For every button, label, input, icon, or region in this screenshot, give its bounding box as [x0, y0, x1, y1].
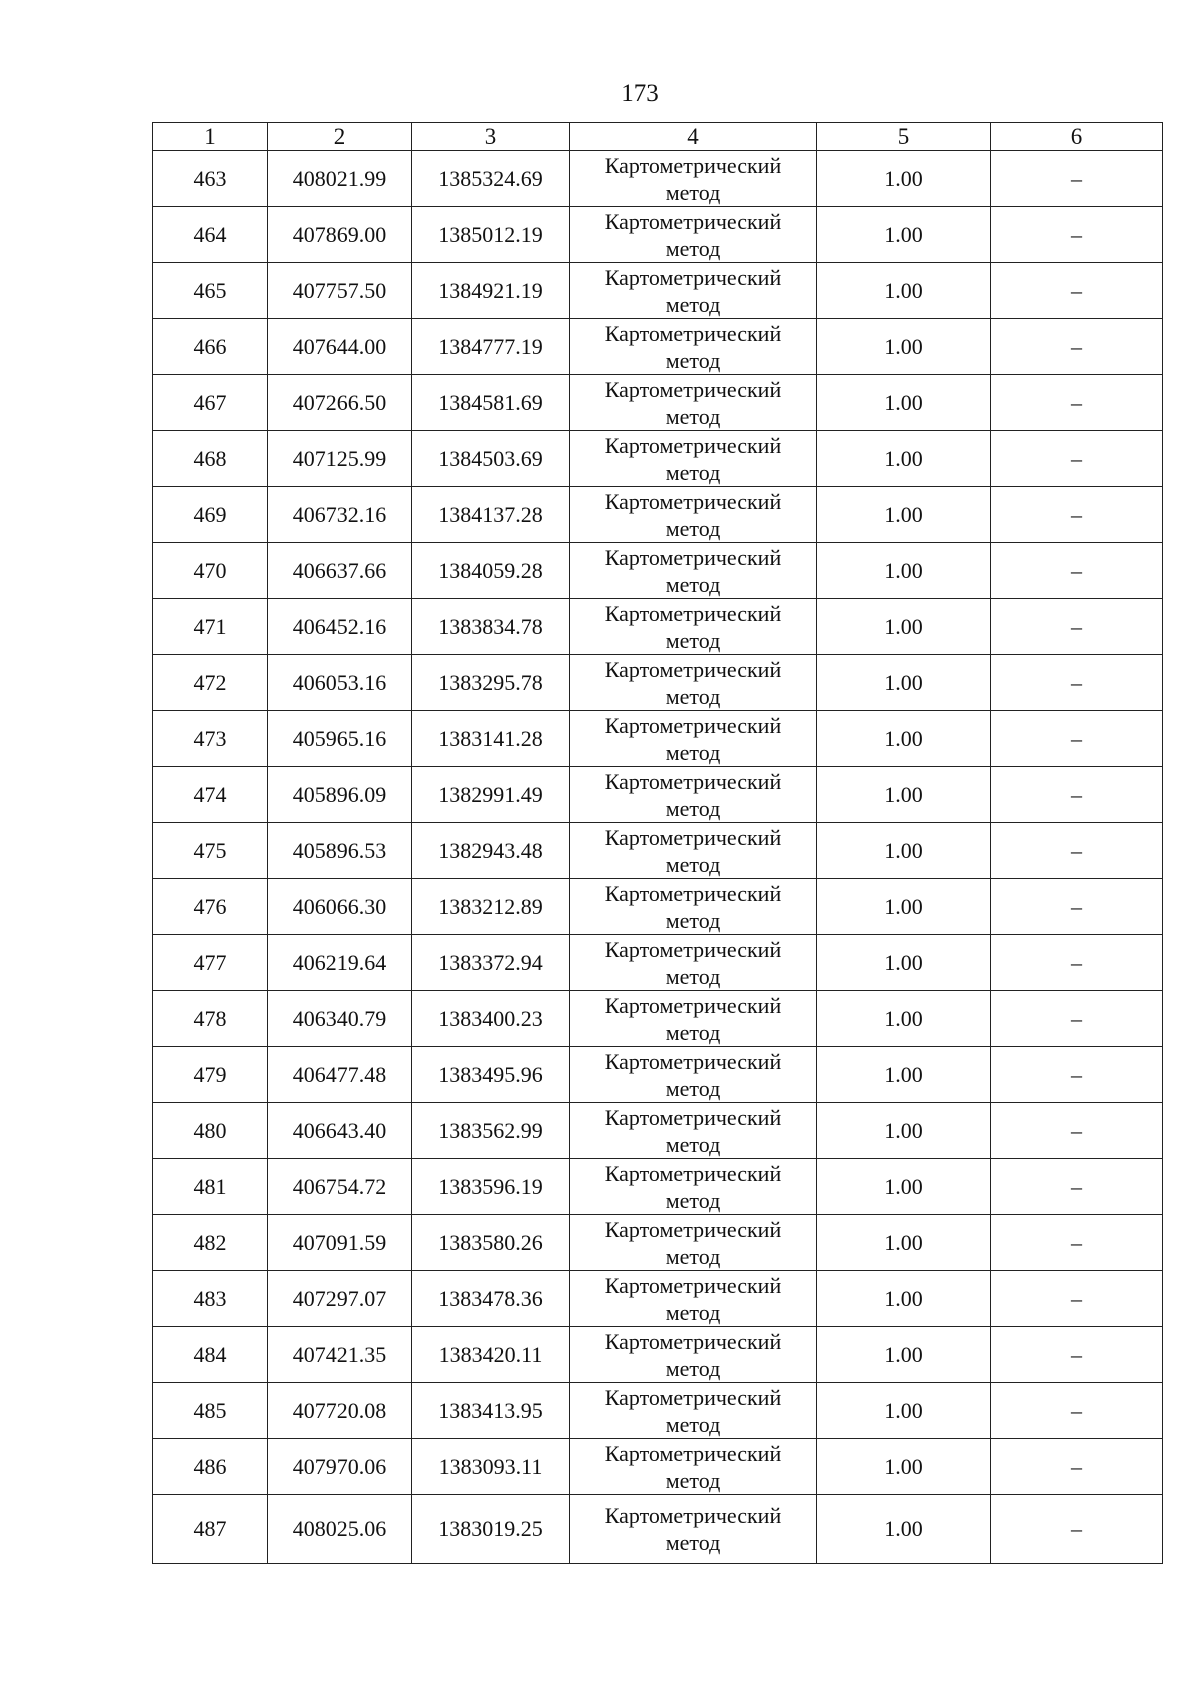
note-cell: – [991, 151, 1163, 207]
note-cell: – [991, 431, 1163, 487]
x-coordinate-cell: 406053.16 [268, 655, 412, 711]
y-coordinate-cell: 1383372.94 [412, 935, 570, 991]
x-coordinate-cell: 405896.53 [268, 823, 412, 879]
point-number-cell: 464 [153, 207, 268, 263]
method-line-1: Картометрический [604, 1160, 782, 1186]
x-coordinate-cell: 408021.99 [268, 151, 412, 207]
table-row [153, 1047, 1163, 1103]
y-coordinate-cell: 1384777.19 [412, 319, 570, 375]
point-number-cell: 468 [153, 431, 268, 487]
method-line-1: Картометрический [604, 1048, 782, 1074]
method-cell [570, 1327, 817, 1383]
point-number-cell: 471 [153, 599, 268, 655]
method-line-1: Картометрический [604, 600, 782, 626]
accuracy-cell: 1.00 [817, 543, 991, 599]
method-line-2: метод [665, 1411, 721, 1437]
note-cell: – [991, 1047, 1163, 1103]
y-coordinate-cell: 1383596.19 [412, 1159, 570, 1215]
header-col-3: 3 [412, 123, 570, 151]
method-line-2: метод [665, 1075, 721, 1101]
header-col-6: 6 [991, 123, 1163, 151]
note-cell: – [991, 991, 1163, 1047]
method-line-1: Картометрический [604, 992, 782, 1018]
note-cell: – [991, 319, 1163, 375]
table-row [153, 319, 1163, 375]
table-row [153, 1159, 1163, 1215]
method-line-2: метод [665, 403, 721, 429]
table-row [153, 1103, 1163, 1159]
method-cell [570, 431, 817, 487]
y-coordinate-cell: 1384581.69 [412, 375, 570, 431]
y-coordinate-cell: 1385324.69 [412, 151, 570, 207]
note-cell: – [991, 207, 1163, 263]
method-line-2: метод [665, 459, 721, 485]
method-line-2: метод [665, 291, 721, 317]
method-line-1: Картометрический [604, 656, 782, 682]
x-coordinate-cell: 408025.06 [268, 1495, 412, 1564]
header-col-4: 4 [570, 123, 817, 151]
point-number-cell: 484 [153, 1327, 268, 1383]
method-cell [570, 319, 817, 375]
y-coordinate-cell: 1384137.28 [412, 487, 570, 543]
accuracy-cell: 1.00 [817, 1103, 991, 1159]
method-cell [570, 207, 817, 263]
method-line-2: метод [665, 683, 721, 709]
point-number-cell: 486 [153, 1439, 268, 1495]
note-cell: – [991, 1103, 1163, 1159]
method-line-1: Картометрический [604, 712, 782, 738]
point-number-cell: 475 [153, 823, 268, 879]
y-coordinate-cell: 1382943.48 [412, 823, 570, 879]
note-cell: – [991, 1495, 1163, 1564]
method-line-2: метод [665, 795, 721, 821]
x-coordinate-cell: 407720.08 [268, 1383, 412, 1439]
note-cell: – [991, 823, 1163, 879]
method-line-1: Картометрический [604, 152, 782, 178]
y-coordinate-cell: 1385012.19 [412, 207, 570, 263]
accuracy-cell: 1.00 [817, 207, 991, 263]
note-cell: – [991, 1383, 1163, 1439]
accuracy-cell: 1.00 [817, 431, 991, 487]
x-coordinate-cell: 407757.50 [268, 263, 412, 319]
accuracy-cell: 1.00 [817, 1439, 991, 1495]
y-coordinate-cell: 1384059.28 [412, 543, 570, 599]
table-row [153, 711, 1163, 767]
y-coordinate-cell: 1383834.78 [412, 599, 570, 655]
accuracy-cell: 1.00 [817, 263, 991, 319]
point-number-cell: 478 [153, 991, 268, 1047]
table-row [153, 879, 1163, 935]
method-cell [570, 1047, 817, 1103]
x-coordinate-cell: 407644.00 [268, 319, 412, 375]
x-coordinate-cell: 405896.09 [268, 767, 412, 823]
note-cell: – [991, 1271, 1163, 1327]
method-line-2: метод [665, 571, 721, 597]
point-number-cell: 470 [153, 543, 268, 599]
accuracy-cell: 1.00 [817, 1215, 991, 1271]
method-line-2: метод [665, 179, 721, 205]
y-coordinate-cell: 1383580.26 [412, 1215, 570, 1271]
method-line-2: метод [665, 739, 721, 765]
note-cell: – [991, 767, 1163, 823]
method-line-1: Картометрический [604, 1272, 782, 1298]
accuracy-cell: 1.00 [817, 487, 991, 543]
method-cell [570, 823, 817, 879]
method-cell [570, 1271, 817, 1327]
y-coordinate-cell: 1382991.49 [412, 767, 570, 823]
x-coordinate-cell: 406643.40 [268, 1103, 412, 1159]
point-number-cell: 465 [153, 263, 268, 319]
x-coordinate-cell: 405965.16 [268, 711, 412, 767]
y-coordinate-cell: 1383420.11 [412, 1327, 570, 1383]
note-cell: – [991, 543, 1163, 599]
y-coordinate-cell: 1383093.11 [412, 1439, 570, 1495]
x-coordinate-cell: 407297.07 [268, 1271, 412, 1327]
table-body [153, 151, 1163, 1564]
method-line-1: Картометрический [604, 208, 782, 234]
method-cell [570, 1215, 817, 1271]
method-cell [570, 655, 817, 711]
method-line-1: Картометрический [604, 880, 782, 906]
point-number-cell: 474 [153, 767, 268, 823]
point-number-cell: 473 [153, 711, 268, 767]
header-col-1: 1 [153, 123, 268, 151]
point-number-cell: 469 [153, 487, 268, 543]
method-line-1: Картометрический [604, 264, 782, 290]
method-line-2: метод [665, 515, 721, 541]
point-number-cell: 467 [153, 375, 268, 431]
coordinates-table [152, 122, 1163, 1564]
method-cell [570, 711, 817, 767]
note-cell: – [991, 935, 1163, 991]
note-cell: – [991, 263, 1163, 319]
point-number-cell: 472 [153, 655, 268, 711]
y-coordinate-cell: 1383478.36 [412, 1271, 570, 1327]
method-line-1: Картометрический [604, 1216, 782, 1242]
y-coordinate-cell: 1383019.25 [412, 1495, 570, 1564]
method-cell [570, 543, 817, 599]
method-line-1: Картометрический [604, 432, 782, 458]
method-line-1: Картометрический [604, 1440, 782, 1466]
accuracy-cell: 1.00 [817, 375, 991, 431]
point-number-cell: 477 [153, 935, 268, 991]
method-cell [570, 1495, 817, 1564]
method-line-1: Картометрический [604, 1384, 782, 1410]
y-coordinate-cell: 1383413.95 [412, 1383, 570, 1439]
table-row [153, 1383, 1163, 1439]
note-cell: – [991, 599, 1163, 655]
accuracy-cell: 1.00 [817, 655, 991, 711]
table-row [153, 151, 1163, 207]
accuracy-cell: 1.00 [817, 1383, 991, 1439]
method-line-1: Картометрический [604, 768, 782, 794]
method-line-2: метод [665, 1530, 721, 1555]
page-number: 173 [621, 80, 659, 107]
y-coordinate-cell: 1384921.19 [412, 263, 570, 319]
method-line-1: Картометрический [604, 376, 782, 402]
header-col-5: 5 [817, 123, 991, 151]
method-line-2: метод [665, 963, 721, 989]
method-line-1: Картометрический [604, 936, 782, 962]
method-cell [570, 599, 817, 655]
x-coordinate-cell: 406452.16 [268, 599, 412, 655]
point-number-cell: 480 [153, 1103, 268, 1159]
note-cell: – [991, 1215, 1163, 1271]
accuracy-cell: 1.00 [817, 711, 991, 767]
x-coordinate-cell: 406732.16 [268, 487, 412, 543]
table-row [153, 1271, 1163, 1327]
x-coordinate-cell: 406066.30 [268, 879, 412, 935]
table-row [153, 487, 1163, 543]
note-cell: – [991, 375, 1163, 431]
point-number-cell: 487 [153, 1495, 268, 1564]
table-row [153, 263, 1163, 319]
table-row [153, 1327, 1163, 1383]
method-cell [570, 151, 817, 207]
y-coordinate-cell: 1383212.89 [412, 879, 570, 935]
method-line-2: метод [665, 1187, 721, 1213]
method-cell [570, 263, 817, 319]
method-cell [570, 1103, 817, 1159]
y-coordinate-cell: 1383400.23 [412, 991, 570, 1047]
point-number-cell: 482 [153, 1215, 268, 1271]
point-number-cell: 466 [153, 319, 268, 375]
method-line-1: Картометрический [604, 544, 782, 570]
table-row [153, 991, 1163, 1047]
point-number-cell: 485 [153, 1383, 268, 1439]
method-line-2: метод [665, 851, 721, 877]
method-line-2: метод [665, 1019, 721, 1045]
note-cell: – [991, 1327, 1163, 1383]
table-row [153, 375, 1163, 431]
point-number-cell: 483 [153, 1271, 268, 1327]
x-coordinate-cell: 407970.06 [268, 1439, 412, 1495]
x-coordinate-cell: 407421.35 [268, 1327, 412, 1383]
method-line-1: Картометрический [604, 1328, 782, 1354]
header-col-2: 2 [268, 123, 412, 151]
table-row [153, 1215, 1163, 1271]
y-coordinate-cell: 1383495.96 [412, 1047, 570, 1103]
x-coordinate-cell: 407266.50 [268, 375, 412, 431]
x-coordinate-cell: 406637.66 [268, 543, 412, 599]
x-coordinate-cell: 406754.72 [268, 1159, 412, 1215]
point-number-cell: 463 [153, 151, 268, 207]
accuracy-cell: 1.00 [817, 1495, 991, 1564]
table-row [153, 823, 1163, 879]
table-row [153, 1495, 1163, 1564]
accuracy-cell: 1.00 [817, 823, 991, 879]
y-coordinate-cell: 1383562.99 [412, 1103, 570, 1159]
accuracy-cell: 1.00 [817, 879, 991, 935]
x-coordinate-cell: 407869.00 [268, 207, 412, 263]
method-cell [570, 487, 817, 543]
note-cell: – [991, 711, 1163, 767]
method-line-2: метод [665, 1299, 721, 1325]
method-cell [570, 991, 817, 1047]
accuracy-cell: 1.00 [817, 991, 991, 1047]
accuracy-cell: 1.00 [817, 1327, 991, 1383]
method-cell [570, 935, 817, 991]
y-coordinate-cell: 1384503.69 [412, 431, 570, 487]
x-coordinate-cell: 406340.79 [268, 991, 412, 1047]
method-line-2: метод [665, 627, 721, 653]
method-line-1: Картометрический [604, 488, 782, 514]
method-cell [570, 767, 817, 823]
x-coordinate-cell: 407125.99 [268, 431, 412, 487]
x-coordinate-cell: 406219.64 [268, 935, 412, 991]
note-cell: – [991, 879, 1163, 935]
x-coordinate-cell: 406477.48 [268, 1047, 412, 1103]
accuracy-cell: 1.00 [817, 319, 991, 375]
method-line-2: метод [665, 347, 721, 373]
accuracy-cell: 1.00 [817, 1047, 991, 1103]
accuracy-cell: 1.00 [817, 151, 991, 207]
accuracy-cell: 1.00 [817, 1159, 991, 1215]
method-line-2: метод [665, 1131, 721, 1157]
method-line-1: Картометрический [604, 1104, 782, 1130]
table-row [153, 1439, 1163, 1495]
table-row [153, 543, 1163, 599]
method-cell [570, 375, 817, 431]
table-row [153, 767, 1163, 823]
accuracy-cell: 1.00 [817, 1271, 991, 1327]
table-row [153, 599, 1163, 655]
method-cell [570, 1439, 817, 1495]
y-coordinate-cell: 1383295.78 [412, 655, 570, 711]
method-cell [570, 1383, 817, 1439]
note-cell: – [991, 655, 1163, 711]
header-row [153, 123, 1163, 151]
method-line-1: Картометрический [604, 824, 782, 850]
method-line-2: метод [665, 907, 721, 933]
table-row [153, 655, 1163, 711]
method-line-2: метод [665, 235, 721, 261]
accuracy-cell: 1.00 [817, 599, 991, 655]
point-number-cell: 479 [153, 1047, 268, 1103]
method-line-2: метод [665, 1467, 721, 1493]
table-row [153, 431, 1163, 487]
method-line-1: Картометрический [604, 320, 782, 346]
note-cell: – [991, 1159, 1163, 1215]
x-coordinate-cell: 407091.59 [268, 1215, 412, 1271]
point-number-cell: 481 [153, 1159, 268, 1215]
y-coordinate-cell: 1383141.28 [412, 711, 570, 767]
accuracy-cell: 1.00 [817, 767, 991, 823]
point-number-cell: 476 [153, 879, 268, 935]
accuracy-cell: 1.00 [817, 935, 991, 991]
method-line-1: Картометрический [604, 1503, 782, 1528]
method-line-2: метод [665, 1243, 721, 1269]
note-cell: – [991, 487, 1163, 543]
method-cell [570, 879, 817, 935]
table-row [153, 207, 1163, 263]
method-line-2: метод [665, 1355, 721, 1381]
table-row [153, 935, 1163, 991]
method-cell [570, 1159, 817, 1215]
note-cell: – [991, 1439, 1163, 1495]
